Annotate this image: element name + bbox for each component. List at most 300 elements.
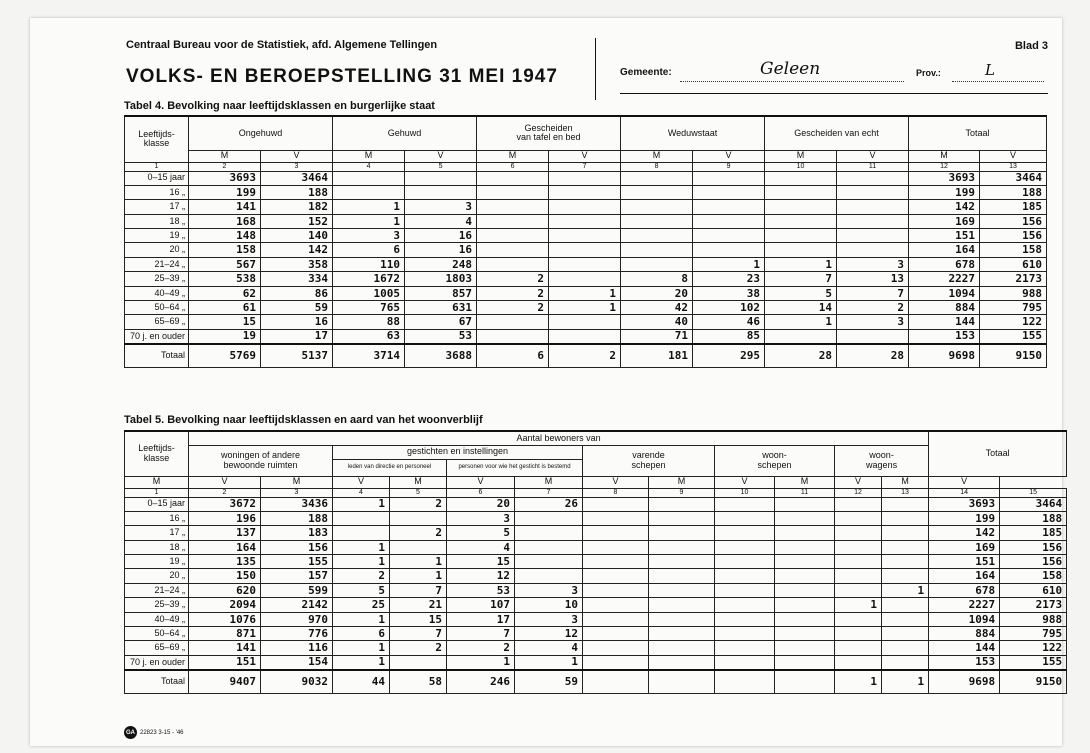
data-cell: 169 [929, 540, 1000, 554]
column-number: 1 [125, 488, 189, 497]
data-cell [515, 511, 583, 525]
data-cell [837, 171, 909, 185]
data-cell: 16 [405, 229, 477, 243]
column-number: 7 [515, 488, 583, 497]
data-cell: 158 [980, 243, 1047, 257]
data-cell [621, 185, 693, 199]
data-cell: 86 [261, 286, 333, 300]
data-cell [715, 569, 775, 583]
data-cell [765, 229, 837, 243]
sex-header-v: V [261, 150, 333, 162]
data-cell [837, 185, 909, 199]
data-cell [515, 555, 583, 569]
data-cell [882, 511, 929, 525]
data-cell [549, 329, 621, 343]
data-cell: 8 [621, 272, 693, 286]
sex-header-v: V [929, 476, 1000, 488]
data-cell [549, 185, 621, 199]
age-class: 17 „ [125, 200, 189, 214]
column-group-header: Weduwstaat [621, 116, 765, 150]
total-cell: 59 [515, 670, 583, 694]
column-group-header: Gescheiden van echt [765, 116, 909, 150]
data-cell: 2 [477, 286, 549, 300]
data-cell [477, 229, 549, 243]
data-cell: 4 [447, 540, 515, 554]
data-cell: 5 [447, 526, 515, 540]
total-cell: 28 [837, 344, 909, 368]
data-cell [835, 627, 882, 641]
data-cell: 10 [515, 598, 583, 612]
data-cell: 1094 [929, 612, 1000, 626]
data-cell: 5 [765, 286, 837, 300]
data-cell [882, 655, 929, 669]
data-cell [405, 185, 477, 199]
data-cell: 61 [189, 301, 261, 315]
column-number: 9 [649, 488, 715, 497]
data-cell: 1803 [405, 272, 477, 286]
data-cell: 2227 [929, 598, 1000, 612]
data-cell [693, 200, 765, 214]
data-cell [882, 598, 929, 612]
age-class: 17 „ [125, 526, 189, 540]
data-cell: 1 [333, 540, 390, 554]
data-cell [477, 329, 549, 343]
data-cell: 16 [261, 315, 333, 329]
data-cell: 107 [447, 598, 515, 612]
data-cell: 137 [189, 526, 261, 540]
residents-header: Aantal bewoners van [189, 431, 929, 445]
column-number: 7 [549, 162, 621, 171]
data-cell [583, 569, 649, 583]
data-cell: 2 [390, 641, 447, 655]
data-cell [649, 555, 715, 569]
total-cell: 3714 [333, 344, 405, 368]
data-cell [583, 583, 649, 597]
data-cell [882, 540, 929, 554]
data-cell: 151 [909, 229, 980, 243]
data-cell: 988 [980, 286, 1047, 300]
data-cell [549, 200, 621, 214]
data-cell [715, 583, 775, 597]
sex-header-m: M [621, 150, 693, 162]
sex-header-v: V [189, 476, 261, 488]
data-cell: 158 [1000, 569, 1067, 583]
data-cell [765, 329, 837, 343]
age-class: 40–49 „ [125, 612, 189, 626]
data-cell: 188 [261, 511, 333, 525]
data-cell: 3 [837, 257, 909, 271]
data-cell: 1 [693, 257, 765, 271]
data-cell [715, 627, 775, 641]
sex-header-m: M [515, 476, 583, 488]
data-cell: 1 [549, 301, 621, 315]
data-cell: 168 [189, 214, 261, 228]
sex-header-v: V [693, 150, 765, 162]
data-cell: 156 [980, 214, 1047, 228]
data-cell: 199 [929, 511, 1000, 525]
data-cell [583, 612, 649, 626]
column-number: 6 [447, 488, 515, 497]
data-cell: 196 [189, 511, 261, 525]
data-cell [835, 540, 882, 554]
data-cell [693, 229, 765, 243]
subgroup-header: personen voor wie het gesticht is bestemd [447, 459, 583, 476]
column-number: 13 [882, 488, 929, 497]
table-row [125, 655, 1067, 669]
data-cell: 1 [333, 214, 405, 228]
data-cell [583, 511, 649, 525]
table-row [125, 598, 1067, 612]
sex-header-m: M [477, 150, 549, 162]
sex-header-v: V [835, 476, 882, 488]
document-sheet [30, 18, 1062, 746]
data-cell: 144 [929, 641, 1000, 655]
data-cell: 538 [189, 272, 261, 286]
data-cell: 14 [765, 301, 837, 315]
data-cell [583, 555, 649, 569]
data-cell: 157 [261, 569, 333, 583]
total-cell: 295 [693, 344, 765, 368]
column-number: 9 [693, 162, 765, 171]
data-cell [583, 598, 649, 612]
data-cell: 2227 [909, 272, 980, 286]
data-cell [765, 171, 837, 185]
data-cell: 71 [621, 329, 693, 343]
data-cell: 164 [189, 540, 261, 554]
column-number: 13 [980, 162, 1047, 171]
data-cell: 3693 [189, 171, 261, 185]
total-cell: 3688 [405, 344, 477, 368]
data-cell [882, 569, 929, 583]
data-cell [775, 583, 835, 597]
gemeente-value: Geleen [760, 59, 821, 79]
data-cell: 3672 [189, 497, 261, 511]
data-cell: 7 [390, 627, 447, 641]
data-cell: 7 [447, 627, 515, 641]
column-group-header: gestichten en instellingen [333, 445, 583, 459]
data-cell: 156 [1000, 555, 1067, 569]
column-number: 15 [1000, 488, 1067, 497]
data-cell: 1 [390, 569, 447, 583]
form-footer [124, 726, 184, 739]
data-cell: 2 [477, 272, 549, 286]
data-cell [477, 200, 549, 214]
data-cell [775, 598, 835, 612]
table-row [125, 162, 1047, 171]
data-cell: 678 [929, 583, 1000, 597]
column-group-header: Totaal [909, 116, 1047, 150]
data-cell [649, 612, 715, 626]
data-cell: 144 [909, 315, 980, 329]
table-row [125, 511, 1067, 525]
data-cell: 3 [405, 200, 477, 214]
data-cell [390, 540, 447, 554]
column-number: 5 [390, 488, 447, 497]
total-cell: 181 [621, 344, 693, 368]
data-cell [715, 641, 775, 655]
data-cell: 140 [261, 229, 333, 243]
data-cell: 1 [333, 200, 405, 214]
sex-header-v: V [715, 476, 775, 488]
column-group-header: Gehuwd [333, 116, 477, 150]
data-cell: 15 [189, 315, 261, 329]
data-cell: 142 [261, 243, 333, 257]
age-class: 18 „ [125, 214, 189, 228]
data-cell: 776 [261, 627, 333, 641]
age-class: 65–69 „ [125, 315, 189, 329]
data-cell: 152 [261, 214, 333, 228]
sex-header-m: M [909, 150, 980, 162]
data-cell: 7 [765, 272, 837, 286]
data-cell [835, 612, 882, 626]
data-cell: 7 [837, 286, 909, 300]
table-row [125, 286, 1047, 300]
table-row [125, 555, 1067, 569]
table-row [125, 214, 1047, 228]
total-cell: 9150 [980, 344, 1047, 368]
data-cell: 620 [189, 583, 261, 597]
total-cell: 1 [835, 670, 882, 694]
age-class: 65–69 „ [125, 641, 189, 655]
data-cell [882, 641, 929, 655]
data-cell: 2 [390, 526, 447, 540]
data-cell: 15 [447, 555, 515, 569]
table-row [125, 526, 1067, 540]
sex-header-m: M [775, 476, 835, 488]
sex-header-m: M [333, 150, 405, 162]
data-cell: 1 [333, 497, 390, 511]
data-cell [715, 598, 775, 612]
data-cell [583, 526, 649, 540]
data-cell: 67 [405, 315, 477, 329]
table-row [125, 641, 1067, 655]
age-class: 0–15 jaar [125, 497, 189, 511]
data-cell: 46 [693, 315, 765, 329]
column-number: 1 [125, 162, 189, 171]
data-cell: 53 [405, 329, 477, 343]
data-cell [621, 214, 693, 228]
age-class: 40–49 „ [125, 286, 189, 300]
gemeente-line [680, 81, 904, 82]
sex-header-v: V [980, 150, 1047, 162]
data-cell: 169 [909, 214, 980, 228]
header-divider [595, 38, 596, 100]
total-cell [583, 670, 649, 694]
sex-header-m: M [125, 476, 189, 488]
data-cell: 63 [333, 329, 405, 343]
data-cell [477, 171, 549, 185]
data-cell: 248 [405, 257, 477, 271]
data-cell [715, 655, 775, 669]
data-cell: 182 [261, 200, 333, 214]
data-cell: 20 [621, 286, 693, 300]
data-cell: 2173 [980, 272, 1047, 286]
table-row [125, 476, 1067, 488]
table-row [125, 315, 1047, 329]
table-row [125, 150, 1047, 162]
data-cell: 19 [189, 329, 261, 343]
data-cell: 3 [837, 315, 909, 329]
data-cell: 1 [447, 655, 515, 669]
data-cell [549, 229, 621, 243]
data-cell: 1 [390, 555, 447, 569]
data-cell: 4 [515, 641, 583, 655]
data-cell: 765 [333, 301, 405, 315]
total-cell: 9698 [929, 670, 1000, 694]
data-cell: 110 [333, 257, 405, 271]
data-cell [765, 243, 837, 257]
data-cell: 17 [261, 329, 333, 343]
total-cell: 246 [447, 670, 515, 694]
data-cell: 156 [980, 229, 1047, 243]
table-row [125, 431, 1067, 445]
data-cell: 40 [621, 315, 693, 329]
data-cell: 88 [333, 315, 405, 329]
data-cell [715, 497, 775, 511]
data-cell [775, 627, 835, 641]
data-cell: 1094 [909, 286, 980, 300]
data-cell [405, 171, 477, 185]
data-cell [583, 497, 649, 511]
data-cell [390, 655, 447, 669]
column-number: 2 [189, 162, 261, 171]
data-cell: 17 [447, 612, 515, 626]
data-cell [837, 329, 909, 343]
data-cell [621, 257, 693, 271]
data-cell [837, 243, 909, 257]
data-cell: 148 [189, 229, 261, 243]
data-cell [549, 315, 621, 329]
data-cell [477, 214, 549, 228]
age-class: 21–24 „ [125, 257, 189, 271]
data-cell [775, 497, 835, 511]
data-cell: 631 [405, 301, 477, 315]
table-row [125, 670, 1067, 694]
province-value: L [985, 61, 995, 79]
data-cell: 12 [515, 627, 583, 641]
data-cell [621, 171, 693, 185]
data-cell [835, 526, 882, 540]
data-cell [515, 526, 583, 540]
data-cell [333, 171, 405, 185]
table4 [124, 115, 1047, 368]
data-cell: 164 [909, 243, 980, 257]
column-group-header: woon- wagens [835, 445, 929, 476]
column-number: 8 [583, 488, 649, 497]
data-cell [835, 511, 882, 525]
column-number: 11 [837, 162, 909, 171]
table-row [125, 497, 1067, 511]
data-cell [649, 511, 715, 525]
table-row [125, 627, 1067, 641]
data-cell: 12 [447, 569, 515, 583]
data-cell [583, 540, 649, 554]
total-group-header: Totaal [929, 431, 1067, 476]
data-cell: 1 [835, 598, 882, 612]
data-cell: 6 [333, 243, 405, 257]
data-cell [515, 540, 583, 554]
table-row [125, 540, 1067, 554]
column-number: 2 [189, 488, 261, 497]
column-number: 10 [765, 162, 837, 171]
data-cell [715, 526, 775, 540]
data-cell: 122 [980, 315, 1047, 329]
data-cell: 153 [929, 655, 1000, 669]
total-cell: 44 [333, 670, 390, 694]
age-class: 20 „ [125, 569, 189, 583]
data-cell: 3464 [1000, 497, 1067, 511]
data-cell [515, 569, 583, 583]
age-class: 16 „ [125, 185, 189, 199]
data-cell: 158 [189, 243, 261, 257]
subgroup-header: leden van directie en personeel [333, 459, 447, 476]
age-class: 70 j. en ouder [125, 655, 189, 669]
data-cell: 155 [1000, 655, 1067, 669]
data-cell: 164 [929, 569, 1000, 583]
data-cell [477, 257, 549, 271]
sex-header-m: M [189, 150, 261, 162]
data-cell [477, 185, 549, 199]
data-cell [775, 569, 835, 583]
data-cell: 116 [261, 641, 333, 655]
column-group-header: woon- schepen [715, 445, 835, 476]
data-cell: 20 [447, 497, 515, 511]
data-cell: 795 [980, 301, 1047, 315]
data-cell [390, 511, 447, 525]
data-cell [715, 540, 775, 554]
data-cell: 1 [333, 641, 390, 655]
sex-header-m: M [882, 476, 929, 488]
age-class-header: Leeftijds- klasse [125, 431, 189, 476]
column-number: 12 [835, 488, 882, 497]
data-cell [549, 171, 621, 185]
data-cell: 188 [1000, 511, 1067, 525]
data-cell [835, 569, 882, 583]
data-cell: 185 [1000, 526, 1067, 540]
data-cell [333, 185, 405, 199]
total-cell [715, 670, 775, 694]
data-cell: 884 [909, 301, 980, 315]
data-cell: 567 [189, 257, 261, 271]
gemeente-label: Gemeente: [620, 67, 672, 78]
data-cell: 1076 [189, 612, 261, 626]
data-cell: 3436 [261, 497, 333, 511]
table-row [125, 445, 1067, 459]
data-cell: 42 [621, 301, 693, 315]
column-group-header: woningen of andere bewoonde ruimten [189, 445, 333, 476]
data-cell [765, 214, 837, 228]
total-cell: 5769 [189, 344, 261, 368]
data-cell: 151 [189, 655, 261, 669]
data-cell: 2142 [261, 598, 333, 612]
data-cell [583, 641, 649, 655]
data-cell: 199 [909, 185, 980, 199]
data-cell: 1005 [333, 286, 405, 300]
age-class: 70 j. en ouder [125, 329, 189, 343]
data-cell [649, 569, 715, 583]
data-cell [837, 214, 909, 228]
data-cell [835, 583, 882, 597]
data-cell: 358 [261, 257, 333, 271]
data-cell: 155 [980, 329, 1047, 343]
data-cell [549, 272, 621, 286]
age-class: 25–39 „ [125, 598, 189, 612]
data-cell: 1 [333, 555, 390, 569]
data-cell [835, 641, 882, 655]
sex-header-m: M [261, 476, 333, 488]
table-row [125, 272, 1047, 286]
column-number: 4 [333, 162, 405, 171]
